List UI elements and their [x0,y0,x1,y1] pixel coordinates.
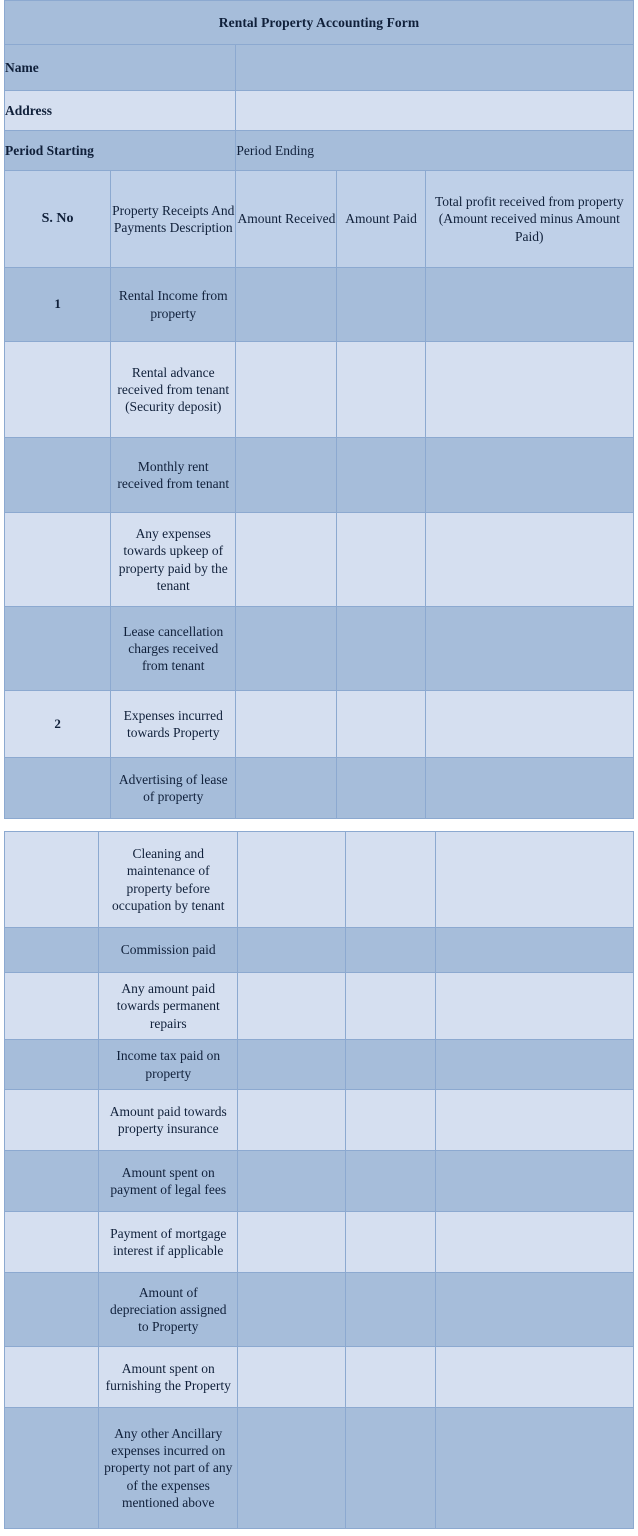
page-title: Rental Property Accounting Form [5,1,634,45]
row-amount-received[interactable] [238,1090,345,1151]
row-total-profit[interactable] [425,513,633,607]
period-starting-label: Period Starting [5,131,236,171]
row-serial-number: 2 [5,691,111,758]
table-row [5,513,634,607]
row-amount-paid[interactable] [345,1408,435,1529]
row-amount-paid[interactable] [345,832,435,928]
table-row [5,268,634,342]
row-amount-paid[interactable] [345,1090,435,1151]
row-description: Any amount paid towards permanent repairs [99,973,238,1040]
row-amount-received[interactable] [238,1040,345,1090]
row-description: Rental Income from property [111,268,236,342]
row-description: Amount of depreciation assigned to Property [99,1273,238,1347]
page-break-gap [0,819,638,831]
table-row [5,1212,634,1273]
address-label: Address [5,91,236,131]
row-amount-received[interactable] [236,758,337,819]
row-serial-number [5,928,99,973]
row-serial-number [5,607,111,691]
table-row [5,928,634,973]
row-amount-received[interactable] [236,438,337,513]
table-row [5,758,634,819]
row-amount-received[interactable] [238,1212,345,1273]
row-amount-paid[interactable] [345,1040,435,1090]
row-total-profit[interactable] [435,1273,633,1347]
row-amount-paid[interactable] [337,691,425,758]
table-row [5,1040,634,1090]
row-amount-received[interactable] [238,973,345,1040]
table-row [5,607,634,691]
row-total-profit[interactable] [435,1151,633,1212]
name-row [5,45,634,91]
name-label: Name [5,45,236,91]
row-total-profit[interactable] [425,758,633,819]
row-amount-received[interactable] [236,607,337,691]
row-total-profit[interactable] [425,607,633,691]
row-description: Any expenses towards upkeep of property paid by the tenant [111,513,236,607]
column-header-description: Property Receipts And Payments Description [111,171,236,268]
row-amount-paid[interactable] [345,1273,435,1347]
title-row [5,1,634,45]
row-total-profit[interactable] [435,1347,633,1408]
row-amount-paid[interactable] [337,268,425,342]
column-header-total-profit: Total profit received from property (Amount received minus Amount Paid) [425,171,633,268]
row-serial-number [5,513,111,607]
row-serial-number [5,1151,99,1212]
row-description: Income tax paid on property [99,1040,238,1090]
table-row [5,832,634,928]
row-amount-paid[interactable] [337,513,425,607]
row-amount-paid[interactable] [345,1347,435,1408]
row-description: Monthly rent received from tenant [111,438,236,513]
row-serial-number [5,342,111,438]
row-total-profit[interactable] [435,928,633,973]
row-total-profit[interactable] [435,1408,633,1529]
period-ending-label: Period Ending [236,131,634,171]
row-amount-paid[interactable] [345,1151,435,1212]
table-row [5,438,634,513]
name-value-field[interactable] [236,45,634,91]
table-row [5,691,634,758]
row-total-profit[interactable] [435,832,633,928]
row-amount-paid[interactable] [345,1212,435,1273]
row-total-profit[interactable] [435,1040,633,1090]
table-1-body [5,268,634,819]
row-amount-paid[interactable] [345,973,435,1040]
column-header-amount-received: Amount Received [236,171,337,268]
row-total-profit[interactable] [435,1212,633,1273]
row-serial-number: 1 [5,268,111,342]
row-serial-number [5,1408,99,1529]
row-serial-number [5,1040,99,1090]
table-2-body [5,832,634,1529]
row-serial-number [5,1347,99,1408]
row-amount-paid[interactable] [337,438,425,513]
row-total-profit[interactable] [425,268,633,342]
address-value-field[interactable] [236,91,634,131]
row-serial-number [5,1212,99,1273]
row-description: Cleaning and maintenance of property before occupation by tenant [99,832,238,928]
row-description: Lease cancellation charges received from tenant [111,607,236,691]
row-description: Rental advance received from tenant (Security deposit) [111,342,236,438]
row-amount-received[interactable] [238,832,345,928]
period-row [5,131,634,171]
row-serial-number [5,758,111,819]
row-serial-number [5,832,99,928]
row-amount-received[interactable] [236,342,337,438]
row-amount-received[interactable] [238,1273,345,1347]
row-total-profit[interactable] [435,1090,633,1151]
row-serial-number [5,1273,99,1347]
rental-accounting-table-part-2 [4,831,634,1529]
row-description: Amount paid towards property insurance [99,1090,238,1151]
row-total-profit[interactable] [435,973,633,1040]
row-amount-received[interactable] [238,1151,345,1212]
row-serial-number [5,973,99,1040]
row-description: Expenses incurred towards Property [111,691,236,758]
row-description: Advertising of lease of property [111,758,236,819]
table-row [5,1151,634,1212]
row-amount-received[interactable] [238,1347,345,1408]
row-amount-received[interactable] [238,1408,345,1529]
row-description: Amount spent on furnishing the Property [99,1347,238,1408]
row-total-profit[interactable] [425,342,633,438]
table-row [5,1347,634,1408]
column-header-sno: S. No [5,171,111,268]
row-amount-paid[interactable] [337,758,425,819]
row-serial-number [5,438,111,513]
row-amount-paid[interactable] [337,607,425,691]
rental-accounting-table-part-1 [4,0,634,819]
table-row [5,973,634,1040]
row-total-profit[interactable] [425,438,633,513]
row-serial-number [5,1090,99,1151]
row-amount-received[interactable] [238,928,345,973]
table-row [5,1090,634,1151]
row-amount-paid[interactable] [337,342,425,438]
row-description: Commission paid [99,928,238,973]
row-description: Amount spent on payment of legal fees [99,1151,238,1212]
row-amount-received[interactable] [236,691,337,758]
row-description: Any other Ancillary expenses incurred on property not part of any of the expenses mentioned above [99,1408,238,1529]
column-header-amount-paid: Amount Paid [337,171,425,268]
table-row [5,1273,634,1347]
row-amount-received[interactable] [236,513,337,607]
table-row [5,342,634,438]
table-row [5,1408,634,1529]
row-description: Payment of mortgage interest if applicable [99,1212,238,1273]
row-total-profit[interactable] [425,691,633,758]
row-amount-received[interactable] [236,268,337,342]
row-amount-paid[interactable] [345,928,435,973]
column-header-row [5,171,634,268]
address-row [5,91,634,131]
